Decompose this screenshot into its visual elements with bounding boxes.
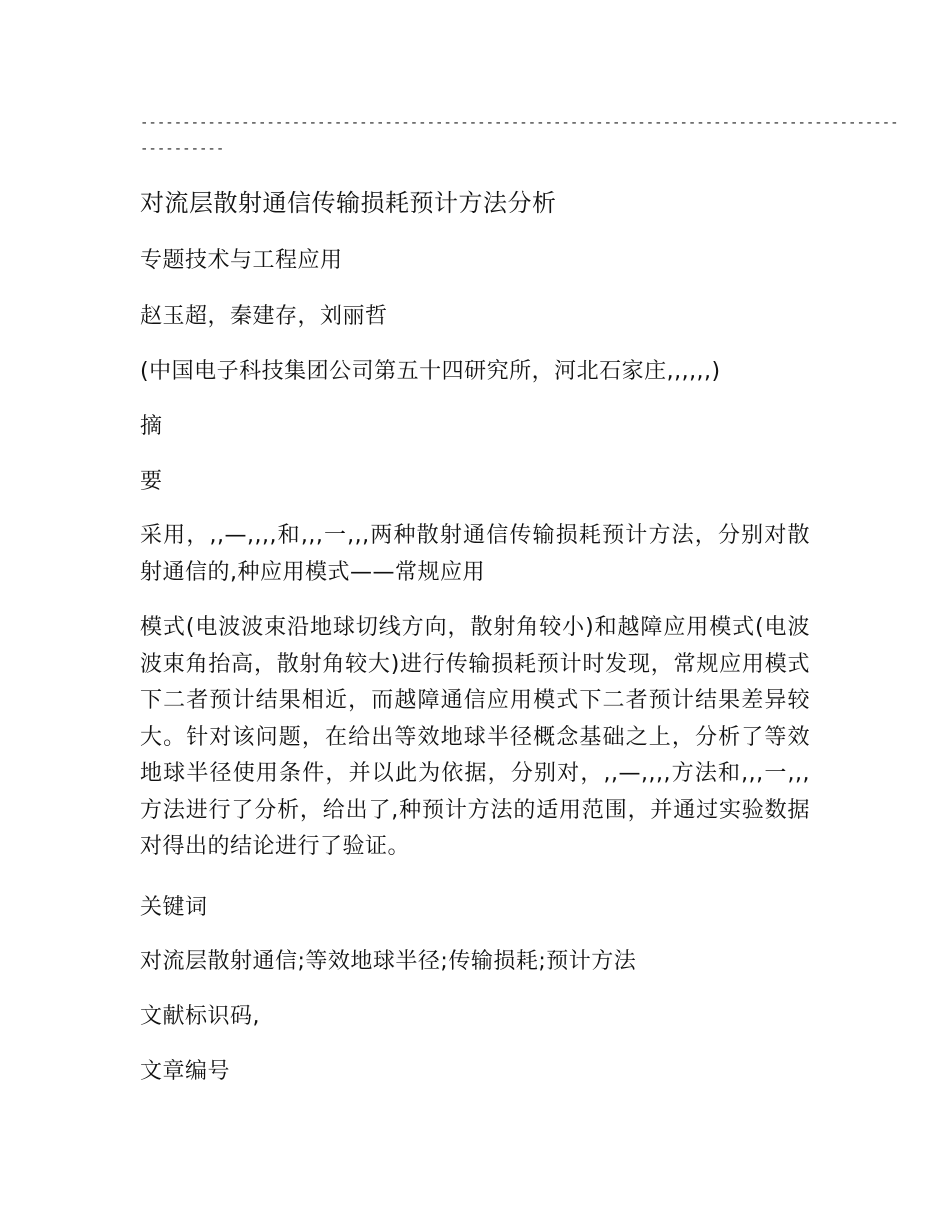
abstract-label-part-1: 摘 <box>140 414 163 439</box>
abstract-paragraph-1: 采用，,,—,,,,和,,,一,,,两种散射通信传输损耗预计方法，分别对散射通信的,种应用模式——常规应用 <box>140 523 810 585</box>
document-code-label: 文献标识码, <box>140 1004 260 1029</box>
abstract-label-part-2: 要 <box>140 469 163 494</box>
authors: 赵玉超，秦建存，刘丽哲 <box>140 304 388 329</box>
abstract-paragraph-2: 模式(电波波束沿地球切线方向，散射角较小)和越障应用模式(电波波束角抬高，散射角较大)进行传输损耗预计时发现，常规应用模式下二者预计结果相近，而越障通信应用模式下二者预计结果差异较大。针对该问题，在给出等效地球半径概念基础之上，分析了等效地球半径使用条件，并以此为依据，分别对，,,—,,,,方法和,,,一,,,方法进行了分析，给出了,种预计方法的适用范围，并通过实验数据对得出的结论进行了验证。 <box>140 615 810 859</box>
separator-dashes-continued: ---------- <box>140 141 225 157</box>
keywords: 对流层散射通信;等效地球半径;传输损耗;预计方法 <box>140 949 637 974</box>
separator-dashes: ------------------------------------------------------------------------------------------ <box>140 115 899 131</box>
affiliation: (中国电子科技集团公司第五十四研究所，河北石家庄,,,,,,) <box>140 359 721 384</box>
article-title: 对流层散射通信传输损耗预计方法分析 <box>140 189 557 217</box>
article-number-label: 文章编号 <box>140 1059 231 1084</box>
section-label: 专题技术与工程应用 <box>140 248 343 273</box>
keywords-label: 关键词 <box>140 895 208 920</box>
